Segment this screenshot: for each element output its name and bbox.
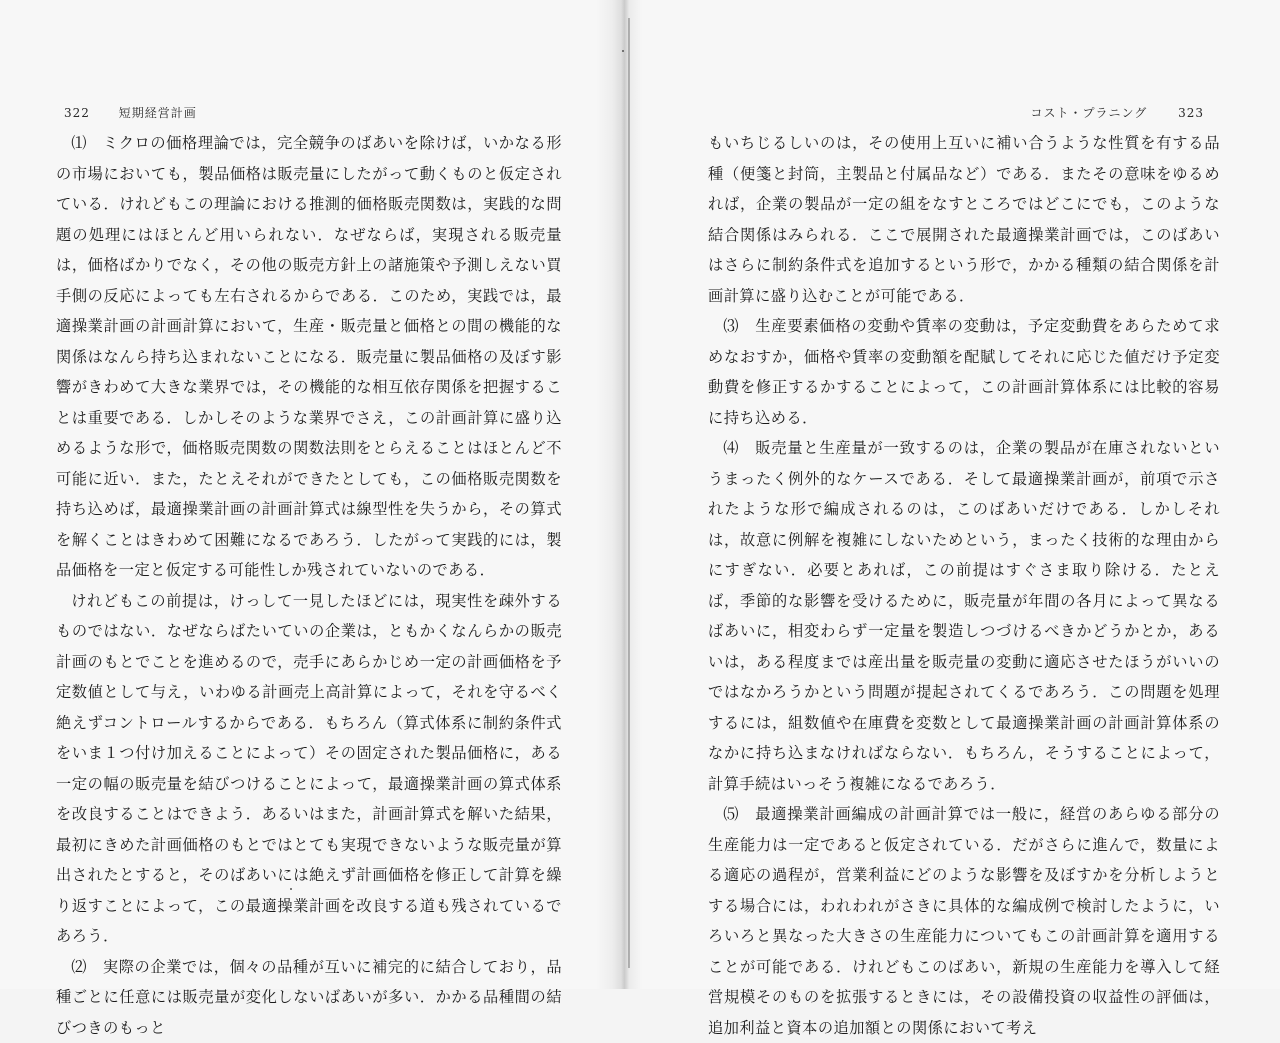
left-running-header <box>64 104 197 121</box>
left-page-body <box>56 128 562 1043</box>
left-running-head: 短期経営計画 <box>119 106 197 120</box>
right-running-head: コスト・プラニング <box>1031 106 1148 120</box>
right-page-body <box>708 128 1220 1043</box>
paragraph-2: けれどもこの前提は，けっして一見したほどには，現実性を疎外するものではない．なぜならばたいていの企業は，ともかくなんらかの販売計画のもとでことを進めるので，売手にあらかじめ一定の計画価格を予定数値として与え，いわゆる計画売上高計算によって，それを守るべく絶えずコントロールするからである．もちろん（算式体系に制約条件式をいま１つ付け加えることによって）その固定された製品価格に，ある一定の幅の販売量を結びつけることによって，最適操業計画の算式体系を改良することはできよう．あるいはまた，計画計算式を解いた結果，最初にきめた計画価格のもとではとても実現できないような販売量が算出されたとすると，そのばあいには絶えず計画価格を修正して計算を繰り返すことによって，この最適操業計画を改良する道も残されているであろう． <box>56 586 562 952</box>
paragraph-6: ⑸ 最適操業計画編成の計画計算では一般に，経営のあらゆる部分の生産能力は一定であると仮定されている．だがさらに進んで，数量による適応の過程が，営業利益にどのような影響を及ぼすかを分析しようとする場合には，われわれがさきに具体的な編成例で検討したように，いろいろと異なった大きさの生産能力についてもこの計画計算を適用することが可能である．けれどもこのばあい，新規の生産能力を導入して経営規模そのものを拡張するときには，その設備投資の収益性の評価は，追加利益と資本の追加額との関係において考え <box>708 799 1220 1043</box>
paragraph-4: ⑶ 生産要素価格の変動や賃率の変動は，予定変動費をあらためて求めなおすか，価格や賃率の変動額を配賦してそれに応じた値だけ予定変動費を修正するかすることによって，この計画計算体系には比較的容易に持ち込める． <box>708 311 1220 433</box>
paragraph-5: ⑷ 販売量と生産量が一致するのは，企業の製品が在庫されないというまったく例外的なケースである．そして最適操業計画が，前項で示されたような形で編成されるのは，このばあいだけである．しかしそれは，故意に例解を複雑にしないためという，まったく技術的な理由からにすぎない．必要とあれば，この前提はすぐさま取り除ける．たとえば，季節的な影響を受けるために，販売量が年間の各月によって異なるばあいに，相変わらず一定量を製造しつづけるべきかどうかとか，あるいは，ある程度までは産出量を販売量の変動に適応させたほうがいいのではなかろうかという問題が提起されてくるであろう．この問題を処理するには，組数値や在庫費を変数として最適操業計画の計画計算体系のなかに持ち込まなければならない．もちろん，そうすることによって，計算手続はいっそう複雑になるであろう． <box>708 433 1220 799</box>
right-page-number: 323 <box>1178 106 1204 120</box>
paragraph-continued: もいちじるしいのは，その使用上互いに補い合うような性質を有する品種（便箋と封筒，主製品と付属品など）である．またその意味をゆるめれば，企業の製品が一定の組をなすところではどこにでも，このような結合関係はみられる．ここで展開された最適操業計画では，このばあいはさらに制約条件式を追加するという形で，かかる種類の結合関係を計画計算に盛り込むことが可能である． <box>708 128 1220 311</box>
right-running-header <box>1031 104 1205 121</box>
book-fold-line <box>628 18 630 968</box>
left-page-number: 322 <box>64 106 90 120</box>
scan-speck <box>622 50 624 52</box>
scan-speck <box>290 888 292 890</box>
paragraph-3: ⑵ 実際の企業では，個々の品種が互いに補完的に結合しており，品種ごとに任意には販売量が変化しないばあいが多い．かかる品種間の結びつきのもっと <box>56 952 562 1043</box>
paragraph-1: ⑴ ミクロの価格理論では，完全競争のばあいを除けば，いかなる形の市場においても，製品価格は販売量にしたがって動くものと仮定されている．けれどもこの理論における推測的価格販売関数は，実践的な問題の処理にはほとんど用いられない．なぜならば，実現される販売量は，価格ばかりでなく，その他の販売方針上の諸施策や予測しえない買手側の反応によっても左右されるからである．このため，実践では，最適操業計画の計画計算において，生産・販売量と価格との間の機能的な関係はなんら持ち込まれないことになる．販売量に製品価格の及ぼす影響がきわめて大きな業界では，その機能的な相互依存関係を把握することは重要である．しかしそのような業界でさえ，この計画計算に盛り込めるような形で，価格販売関数の関数法則をとらえることはほとんど不可能に近い．また，たとえそれができたとしても，この価格販売関数を持ち込めば，最適操業計画の計画計算式は線型性を失うから，その算式を解くことはきわめて困難になるであろう．したがって実践的には，製品価格を一定と仮定する可能性しか残されていないのである． <box>56 128 562 586</box>
